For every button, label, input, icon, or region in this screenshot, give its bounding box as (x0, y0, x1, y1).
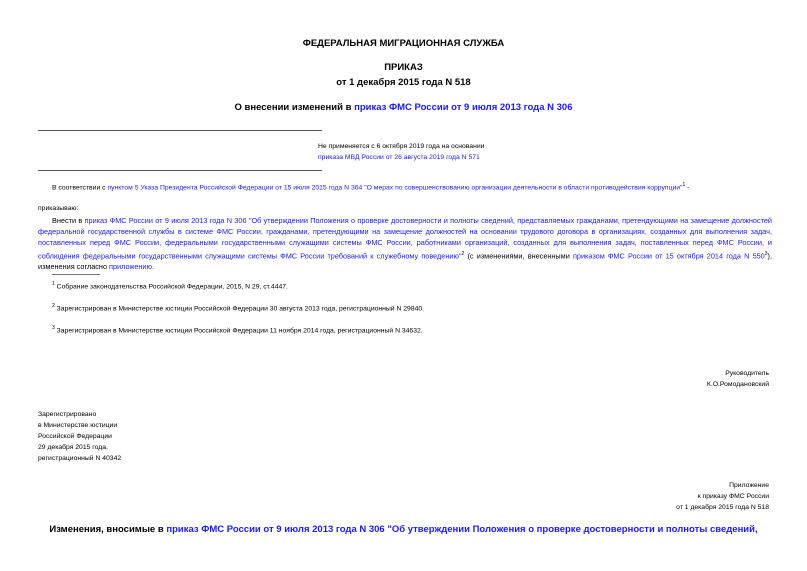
appendix-line3: от 1 декабря 2015 года N 518 (676, 504, 769, 511)
preamble-prefix: В соответствии с (52, 184, 108, 192)
appendix-line2: к приказу ФМС России (697, 493, 769, 500)
doc-title (0, 102, 807, 113)
main-link-appendix[interactable]: приложению (109, 262, 152, 272)
doc-title-prefix: О внесении изменений в (234, 102, 355, 113)
doc-type: ПРИКАЗ (384, 62, 423, 73)
main-prefix: Внести в (52, 216, 85, 225)
footnote-1-text: Собрание законодательства Российской Федерации, 2015, N 29, ст.4447. (54, 283, 288, 291)
agency-title: ФЕДЕРАЛЬНАЯ МИГРАЦИОННАЯ СЛУЖБА (302, 38, 505, 49)
footnote-3-text: Зарегистрирован в Министерстве юстиции Российской Федерации 11 ноября 2014 года, регистрационный N 34632. (54, 327, 423, 335)
preamble-link[interactable]: пунктом 5 Указа Президента Российской Федерации от 15 июля 2015 года N 364 "О мерах по совершенствованию организации деятельности в области противодействия коррупции" (107, 184, 683, 192)
footnote-2-text: Зарегистрирован в Министерстве юстиции Российской Федерации 30 августа 2013 года, регистрационный N 29840. (54, 305, 425, 313)
changes-title-link[interactable]: приказ ФМС России от 9 июля 2013 года N 306 "Об утверждении Положения о проверке достоверности и полноты сведений, (166, 524, 758, 535)
main-paragraph (38, 215, 772, 272)
footnote-3-mark: 3 (52, 325, 55, 331)
registration-line3: Российской Федерации (38, 433, 112, 440)
doc-title-link[interactable]: приказ ФМС России от 9 июля 2013 года N 306 (354, 102, 573, 113)
main-suffix: ), изменения согласно (38, 251, 772, 272)
signature-name: К.О.Ромодановский (706, 381, 769, 388)
appendix-line1: Приложение (729, 482, 769, 489)
footnote-divider (52, 274, 100, 275)
divider-top (38, 130, 322, 131)
notice-link[interactable]: приказа МВД России от 26 августа 2019 года N 571 (318, 154, 480, 161)
signature-position: Руководитель (725, 370, 769, 377)
registration-line5: регистрационный N 40342 (38, 455, 122, 462)
registration-line2: в Министерстве юстиции (38, 422, 118, 429)
divider-bottom (38, 170, 322, 171)
main-link-order-306[interactable]: приказ ФМС России от 9 июля 2013 года N 306 "Об утверждении Положения о проверке достоверности и полноты сведений, представляемых гражданами, претендующими на замещение должностей федеральной государственной службы в системе ФМС России, гражданами, претендующими на замещение должностей на основании трудового договора в организациях, созданных для выполнения задач, поставленных перед ФМС России, федеральными государственными служащими системы ФМС России, работниками организаций, созданных для выполнения задач, поставленных перед ФМС России, и соблюдения федеральными государственными служащими системы ФМС России требований к служебному поведению" (38, 216, 773, 261)
footnote-3 (52, 325, 423, 334)
preamble-footnote-mark[interactable]: 1 (682, 182, 686, 188)
order-word: приказываю: (38, 205, 79, 212)
main-link-order-550[interactable]: приказом ФМС России от 15 октября 2014 года N 550 (572, 251, 765, 261)
footnote-mark-2[interactable]: 2 (461, 250, 465, 257)
footnote-1-mark: 1 (52, 281, 55, 287)
main-middle: (с изменениями, внесенными (464, 251, 573, 261)
preamble-suffix: - (685, 184, 690, 192)
preamble (52, 182, 689, 191)
main-end: . (151, 262, 154, 272)
registration-line4: 29 декабря 2015 года, (38, 444, 108, 451)
notice-line1: Не применяется с 6 октября 2019 года на основании (318, 143, 485, 150)
footnote-2 (52, 303, 424, 312)
registration-line1: Зарегистрировано (38, 411, 97, 418)
doc-date-number: от 1 декабря 2015 года N 518 (336, 77, 471, 88)
footnote-mark-3[interactable]: 3 (764, 250, 768, 257)
changes-title (0, 524, 807, 535)
footnote-1 (52, 281, 288, 290)
footnote-2-mark: 2 (52, 303, 55, 309)
changes-title-prefix: Изменения, вносимые в (49, 524, 167, 535)
